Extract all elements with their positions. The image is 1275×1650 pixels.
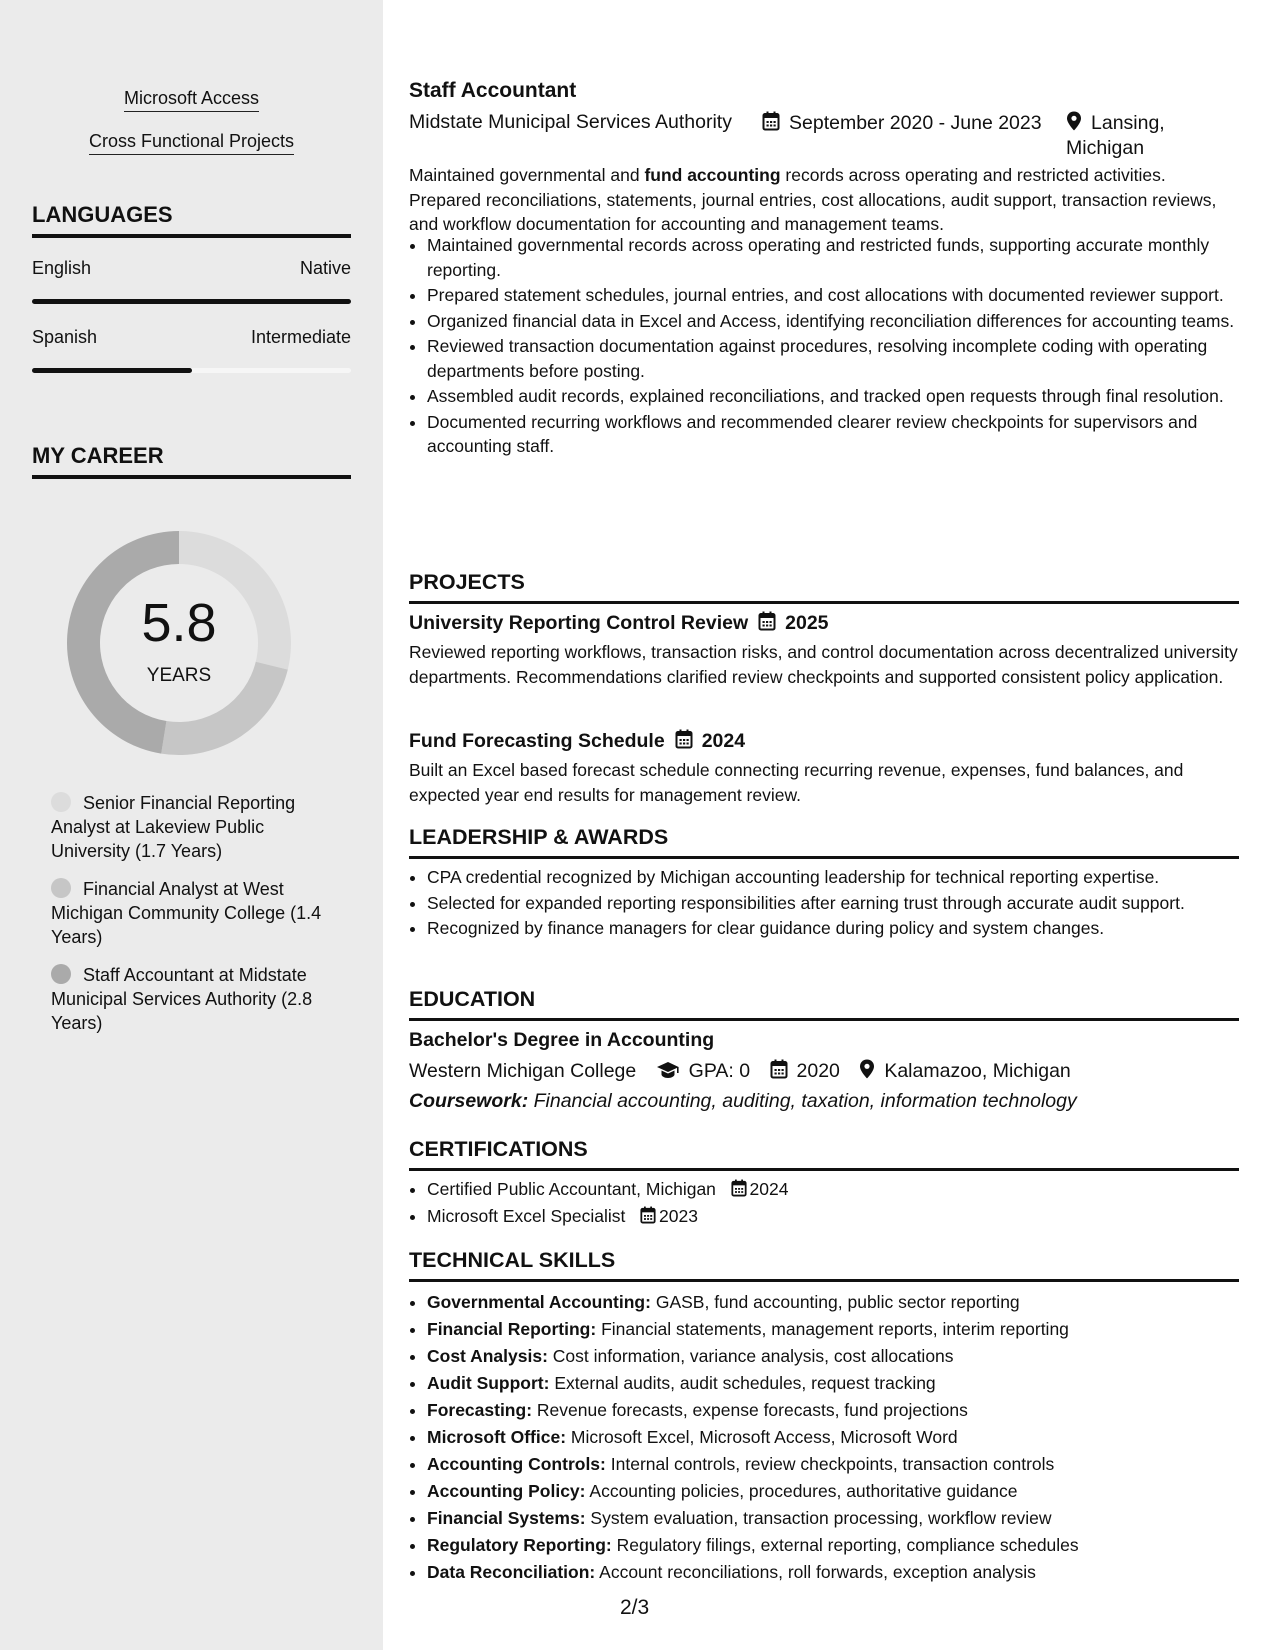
list-item: [427, 1424, 1257, 1451]
calendar-icon: [758, 611, 776, 631]
career-legend-label: Financial Analyst at West Michigan Community College (1.4 Years): [51, 879, 322, 947]
job-location-line2: Michigan: [1066, 137, 1145, 159]
skill-category: Forecasting:: [427, 1400, 533, 1420]
skill-category: Accounting Policy:: [427, 1481, 586, 1501]
coursework-label: Coursework:: [409, 1090, 529, 1112]
project-description: Reviewed reporting workflows, transaction risks, and control documentation across decentralized university departments. Recommendations clarified review checkpoints and supported consistent policy application.: [409, 642, 1238, 687]
graduation-year: 2020: [796, 1060, 840, 1082]
project-year-text: 2025: [785, 612, 829, 634]
project-name: University Reporting Control Review: [409, 612, 749, 634]
skill-values: Regulatory filings, external reporting, compliance schedules: [616, 1535, 1079, 1555]
list-item: • Maintained governmental records across operating and restricted funds, supporting accurate monthly reporting.: [427, 233, 1257, 282]
skill-tag-label: Cross Functional Projects: [89, 131, 294, 155]
list-item: • Recognized by finance managers for clear guidance during policy and system changes.: [427, 916, 1257, 941]
calendar-icon: [640, 1206, 656, 1224]
school-name: Western Michigan College: [409, 1060, 637, 1082]
certification-name: Microsoft Excel Specialist: [427, 1205, 626, 1226]
project-name: Fund Forecasting Schedule: [409, 730, 665, 752]
skill-category: Data Reconciliation:: [427, 1562, 596, 1582]
list-item: [427, 1532, 1257, 1559]
project-title: [409, 729, 745, 753]
certification-year: 2024: [749, 1179, 789, 1199]
career-legend-item: [51, 791, 331, 863]
job-dates: [762, 111, 1042, 135]
calendar-icon: [731, 1179, 747, 1197]
job-organization: Midstate Municipal Services Authority: [409, 111, 732, 133]
languages-heading: LANGUAGES: [32, 202, 351, 238]
career-legend-item: [51, 963, 331, 1035]
skill-category: Financial Systems:: [427, 1508, 586, 1528]
technical-skills-list: [409, 1289, 1257, 1586]
skill-category: Accounting Controls:: [427, 1454, 606, 1474]
coursework-text: Financial accounting, auditing, taxation, information technology: [533, 1090, 1077, 1112]
list-item: [427, 1451, 1257, 1478]
graduation-cap-icon: [656, 1061, 680, 1079]
calendar-icon: [762, 111, 780, 131]
career-legend-label: Senior Financial Reporting Analyst at Lakeview Public University (1.7 Years): [51, 793, 296, 861]
skill-values: Financial statements, management reports, interim reporting: [601, 1319, 1069, 1339]
project-title: [409, 611, 829, 635]
list-item: [427, 1370, 1257, 1397]
skill-values: Cost information, variance analysis, cost allocations: [552, 1346, 954, 1366]
certification-name: Certified Public Accountant, Michigan: [427, 1179, 716, 1199]
location-pin-icon: [859, 1059, 875, 1079]
job-location: [1066, 111, 1165, 161]
legend-dot-icon: [51, 964, 71, 984]
language-name: Spanish: [32, 327, 98, 347]
school-location: Kalamazoo, Michigan: [884, 1060, 1071, 1082]
language-proficiency-bar: [32, 368, 351, 373]
degree-title: Bachelor's Degree in Accounting: [409, 1029, 715, 1051]
leadership-heading: LEADERSHIP & AWARDS: [409, 825, 1239, 859]
skill-values: External audits, audit schedules, request tracking: [554, 1373, 936, 1393]
project-year: [758, 612, 828, 634]
skill-values: Revenue forecasts, expense forecasts, fund projections: [536, 1400, 968, 1420]
list-item: [427, 1177, 1257, 1202]
job-bullets: [409, 233, 1257, 459]
page-number: 2/3: [620, 1596, 650, 1619]
education-heading: EDUCATION: [409, 987, 1239, 1021]
skill-tag: [0, 131, 383, 152]
job-location-line1: Lansing,: [1091, 112, 1165, 134]
projects-heading: PROJECTS: [409, 570, 1239, 604]
job-summary: [409, 163, 1239, 237]
list-item: [427, 1316, 1257, 1343]
language-proficiency-fill: [32, 299, 351, 304]
list-item: [427, 1289, 1257, 1316]
language-proficiency-bar: [32, 299, 351, 304]
skill-values: Account reconciliations, roll forwards, exception analysis: [599, 1562, 1036, 1582]
summary-emphasis: fund accounting: [644, 165, 781, 185]
calendar-icon: [675, 729, 693, 749]
list-item: • Reviewed transaction documentation against procedures, resolving incomplete coding with operating departments before posting.: [427, 334, 1257, 383]
project-year-text: 2024: [701, 730, 746, 752]
career-heading: MY CAREER: [32, 443, 351, 479]
sidebar: [0, 0, 383, 1650]
language-row: [32, 327, 351, 348]
main-content: [409, 0, 1239, 1650]
legend-dot-icon: [51, 792, 71, 812]
language-row: [32, 258, 351, 279]
list-item: • CPA credential recognized by Michigan accounting leadership for technical reporting expertise.: [427, 865, 1257, 890]
list-item: [427, 1397, 1257, 1424]
list-item: [427, 1505, 1257, 1532]
career-legend-label: Staff Accountant at Midstate Municipal Services Authority (2.8 Years): [51, 965, 313, 1033]
project-description: Built an Excel based forecast schedule connecting recurring revenue, expenses, fund balances, and expected year end results for management review.: [409, 760, 1184, 805]
list-item: [427, 1478, 1257, 1505]
coursework: [409, 1090, 1077, 1113]
certifications-heading: CERTIFICATIONS: [409, 1137, 1239, 1171]
skill-category: Regulatory Reporting:: [427, 1535, 612, 1555]
language-name: English: [32, 258, 92, 278]
skill-values: GASB, fund accounting, public sector reporting: [655, 1292, 1020, 1312]
skill-category: Governmental Accounting:: [427, 1292, 651, 1312]
language-level: Native: [299, 258, 351, 278]
skill-tag: [0, 88, 383, 109]
skill-values: System evaluation, transaction processing, workflow review: [590, 1508, 1052, 1528]
career-total-unit: YEARS: [146, 665, 212, 686]
list-item: [427, 1559, 1257, 1586]
list-item: [427, 1204, 1257, 1229]
summary-text: records across operating and restricted activities. Prepared reconciliations, statements, journal entries, cost allocations, audit support, transaction reviews, and workflow documentation for accounting and management teams.: [409, 165, 1217, 234]
skill-tag-label: Microsoft Access: [124, 88, 259, 112]
language-level: Intermediate: [250, 327, 351, 347]
list-item: • Prepared statement schedules, journal entries, and cost allocations with documented reviewer support.: [427, 283, 1257, 308]
project-year: [675, 730, 745, 752]
education-meta: [409, 1059, 1071, 1083]
list-item: • Documented recurring workflows and recommended clearer review checkpoints for supervisors and accounting staff.: [427, 410, 1257, 459]
skill-category: Microsoft Office:: [427, 1427, 567, 1447]
language-proficiency-fill: [32, 368, 192, 373]
gpa: GPA: 0: [688, 1060, 751, 1082]
skill-category: Cost Analysis:: [427, 1346, 548, 1366]
career-total-years: 5.8: [141, 593, 217, 653]
list-item: • Assembled audit records, explained reconciliations, and tracked open requests through final resolution.: [427, 384, 1257, 409]
technical-skills-heading: TECHNICAL SKILLS: [409, 1248, 1239, 1282]
skill-values: Microsoft Excel, Microsoft Access, Microsoft Word: [570, 1427, 958, 1447]
skill-category: Audit Support:: [427, 1373, 550, 1393]
list-item: • Organized financial data in Excel and Access, identifying reconciliation differences for accounting teams.: [427, 309, 1257, 334]
leadership-list: [409, 865, 1257, 941]
job-dates-text: September 2020 - June 2023: [789, 112, 1042, 134]
skill-values: Accounting policies, procedures, authoritative guidance: [589, 1481, 1018, 1501]
location-pin-icon: [1066, 111, 1082, 131]
career-legend-item: [51, 877, 331, 949]
list-item: [427, 1343, 1257, 1370]
summary-text: Maintained governmental and: [409, 165, 645, 185]
skill-category: Financial Reporting:: [427, 1319, 597, 1339]
skill-values: Internal controls, review checkpoints, transaction controls: [610, 1454, 1055, 1474]
list-item: • Selected for expanded reporting responsibilities after earning trust through accurate audit support.: [427, 891, 1257, 916]
certification-year: 2023: [659, 1205, 698, 1226]
calendar-icon: [770, 1059, 788, 1079]
legend-dot-icon: [51, 878, 71, 898]
job-title: Staff Accountant: [409, 79, 577, 102]
certifications-list: [409, 1177, 1257, 1228]
